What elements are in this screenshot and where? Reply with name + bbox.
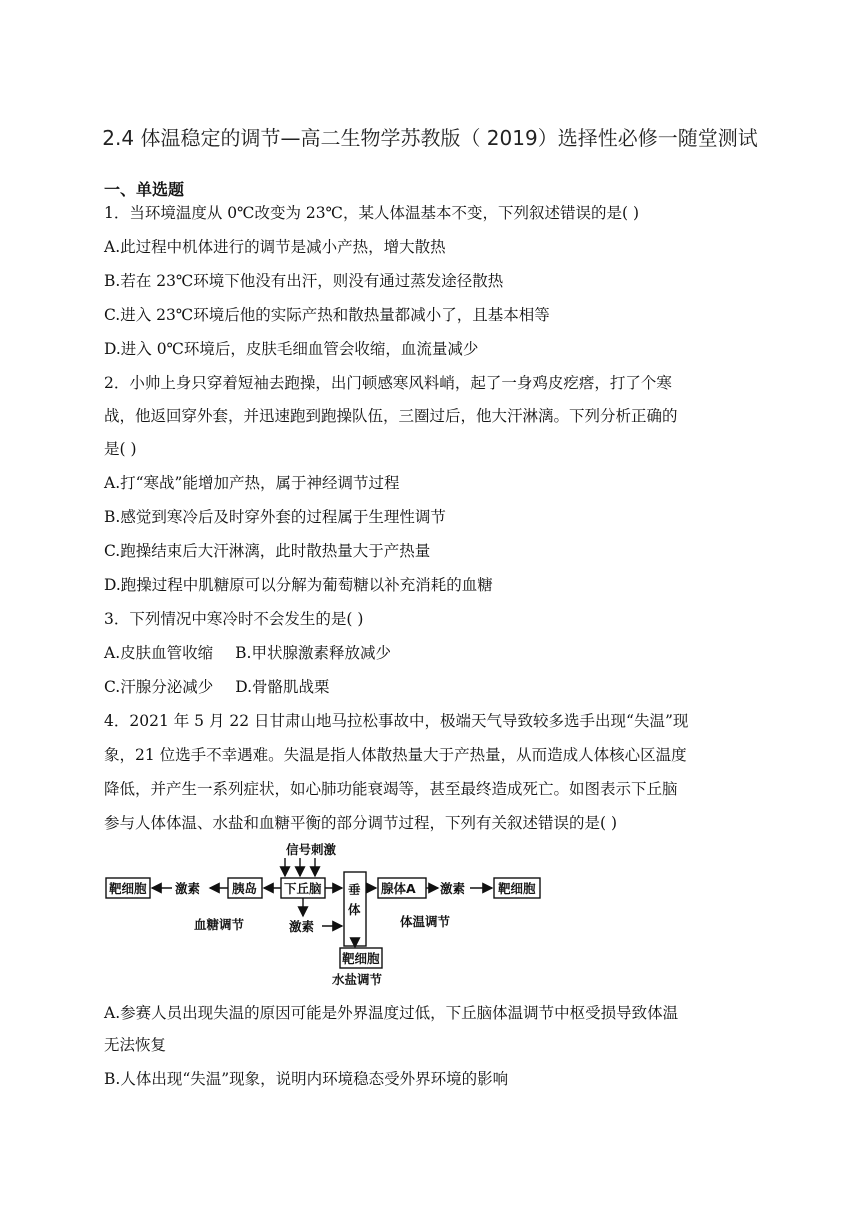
label-gland-a: 腺体A xyxy=(381,881,416,896)
q3-option-c: C.汗腺分泌减少 xyxy=(104,678,214,696)
label-hormone-right: 激素 xyxy=(440,881,466,896)
q4-stem-line3: 降低，并产生一系列症状，如心肺功能衰竭等，甚至最终造成死亡。如图表示下丘脑 xyxy=(104,780,678,798)
q3-options-row1 xyxy=(104,643,391,663)
document-title: 2.4 体温稳定的调节—高二生物学苏教版（ 2019）选择性必修一随堂测试 xyxy=(102,126,758,150)
label-pituitary-1: 垂 xyxy=(348,882,361,897)
label-water-salt: 水盐调节 xyxy=(332,972,383,987)
q3-options-row2 xyxy=(104,677,330,697)
q1-option-d: D.进入 0℃环境后，皮肤毛细血管会收缩，血流量减少 xyxy=(104,340,479,358)
label-islet: 胰岛 xyxy=(232,881,258,896)
q2-stem-line2: 战，他返回穿外套，并迅速跑到跑操队伍，三圈过后，他大汗淋漓。下列分析正确的 xyxy=(104,407,678,425)
q3-option-d: D.骨骼肌战栗 xyxy=(235,678,330,696)
q4-option-a-line2: 无法恢复 xyxy=(104,1036,167,1054)
q4-option-b: B.人体出现“失温”现象，说明内环境稳态受外界环境的影响 xyxy=(104,1070,509,1088)
q4-option-a-line1: A.参赛人员出现失温的原因可能是外界温度过低，下丘脑体温调节中枢受损导致体温 xyxy=(104,1004,679,1022)
q3-option-b: B.甲状腺激素释放减少 xyxy=(235,644,391,662)
label-signal: 信号刺激 xyxy=(286,842,337,857)
q2-option-c: C.跑操结束后大汗淋漓，此时散热量大于产热量 xyxy=(104,542,431,560)
q1-option-a: A.此过程中机体进行的调节是减小产热，增大散热 xyxy=(104,238,446,256)
q3-stem: 3．下列情况中寒冷时不会发生的是( ) xyxy=(104,610,364,628)
q1-stem: 1．当环境温度从 0℃改变为 23℃，某人体温基本不变，下列叙述错误的是( ) xyxy=(104,204,640,222)
label-target-right: 靶细胞 xyxy=(498,881,536,896)
q2-stem-line1: 2．小帅上身只穿着短袖去跑操，出门顿感寒风料峭，起了一身鸡皮疙瘩，打了个寒 xyxy=(104,374,672,392)
q2-option-b: B.感觉到寒冷后及时穿外套的过程属于生理性调节 xyxy=(104,508,446,526)
section-heading: 一、单选题 xyxy=(104,180,185,199)
q2-option-d: D.跑操过程中肌糖原可以分解为葡萄糖以补充消耗的血糖 xyxy=(104,576,493,594)
label-hormone-bottom: 激素 xyxy=(289,919,315,934)
q1-option-c: C.进入 23℃环境后他的实际产热和散热量都减小了，且基本相等 xyxy=(104,306,550,324)
label-target-left: 靶细胞 xyxy=(109,881,147,896)
q4-stem-line4: 参与人体体温、水盐和血糖平衡的部分调节过程，下列有关叙述错误的是( ) xyxy=(104,814,618,832)
label-hormone-left: 激素 xyxy=(175,881,201,896)
q2-stem-line3: 是( ) xyxy=(104,440,137,458)
label-hypothalamus: 下丘脑 xyxy=(284,881,322,896)
regulation-diagram xyxy=(104,842,554,992)
label-target-bottom: 靶细胞 xyxy=(342,951,380,966)
q1-option-b: B.若在 23℃环境下他没有出汗，则没有通过蒸发途径散热 xyxy=(104,272,504,290)
q2-option-a: A.打“寒战”能增加产热，属于神经调节过程 xyxy=(104,474,400,492)
q4-stem-line1: 4．2021 年 5 月 22 日甘肃山地马拉松事故中，极端天气导致较多选手出现“失温”现 xyxy=(104,712,689,730)
q4-stem-line2: 象，21 位选手不幸遇难。失温是指人体散热量大于产热量，从而造成人体核心区温度 xyxy=(104,746,687,764)
label-pituitary-2: 体 xyxy=(348,902,361,917)
label-blood-sugar: 血糖调节 xyxy=(194,917,245,932)
label-body-temp: 体温调节 xyxy=(400,914,451,929)
q3-option-a: A.皮肤血管收缩 xyxy=(104,644,214,662)
